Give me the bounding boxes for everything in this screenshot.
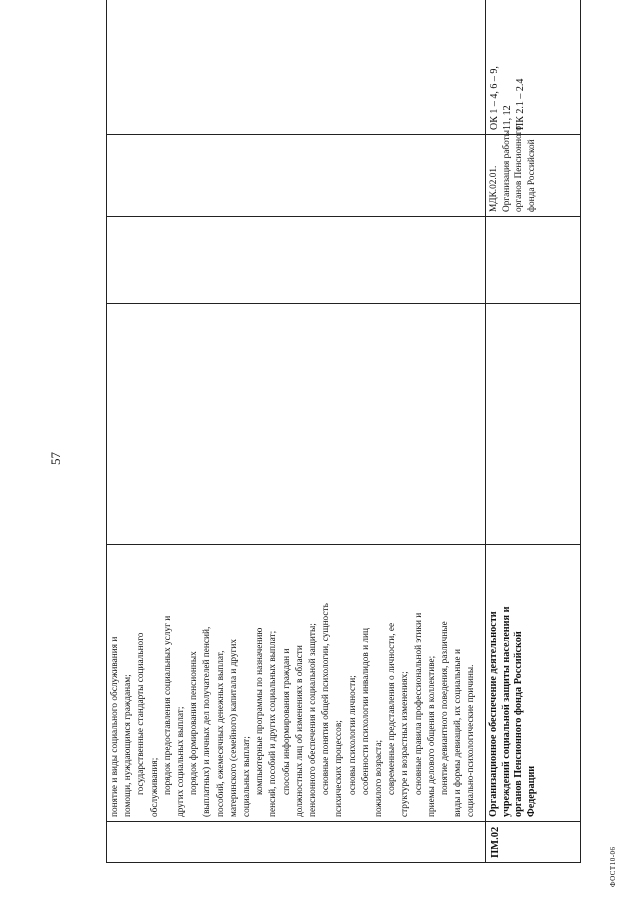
knowledge-line: особенности психологии инвалидов и лиц: [360, 627, 371, 795]
module-title-line: учреждений социальной защиты населения и: [500, 606, 512, 817]
cell-empty-code: [107, 822, 486, 863]
knowledge-line: должностных лиц об изменениях в области: [294, 645, 305, 817]
knowledge-line: компьютерные программы по назначению: [255, 627, 266, 795]
curriculum-table: [106, 0, 581, 863]
page-number: 57: [48, 452, 63, 465]
table-row-knowledge: [107, 0, 486, 863]
module-title: [486, 545, 581, 822]
footer-code: ФОСТ10-06: [609, 846, 617, 887]
knowledge-line: понятие и виды социального обслуживания и: [110, 636, 120, 817]
knowledge-line: понятие девиантного поведения, различные: [440, 621, 451, 795]
knowledge-line: обслуживания;: [149, 757, 160, 817]
cell-empty-module-4: [486, 217, 581, 304]
cell-empty-5: [107, 135, 486, 217]
mdk-cell: [486, 126, 581, 217]
knowledge-line: основы психологии личности;: [347, 675, 358, 795]
mdk-line: Организация работы: [501, 130, 512, 212]
knowledge-line: материнского (семейного) капитала и других: [228, 638, 239, 817]
knowledge-line: пособий, ежемесячных денежных выплат,: [215, 650, 226, 817]
competencies-line: ПК 2.1 – 2.4: [515, 78, 526, 130]
knowledge-line: помощи, нуждающимся гражданам;: [123, 674, 134, 817]
cell-empty-4: [107, 217, 486, 304]
knowledge-line: пожилого возраста;: [374, 739, 385, 817]
knowledge-line: основные понятия общей психологии, сущность: [321, 603, 332, 795]
cell-empty-6: [107, 0, 486, 135]
knowledge-line: психических процессов;: [334, 720, 345, 817]
mdk-line: органов Пенсионного: [514, 126, 524, 212]
knowledge-line: современные представления о личности, ее: [387, 622, 398, 795]
knowledge-line: государственные стандарты социального: [136, 632, 147, 795]
competencies-line: ОК 1 – 4, 6 – 9,: [489, 66, 500, 130]
cell-empty-3: [107, 304, 486, 545]
knowledge-line: социальных выплат;: [242, 736, 253, 817]
module-title-line: Федерации: [525, 765, 537, 817]
mdk-line: МДК.02.01.: [489, 165, 499, 212]
module-title-line: органов Пенсионного фонда Российской: [513, 631, 525, 817]
knowledge-line: порядок предоставления социальных услуг и: [162, 615, 173, 795]
knowledge-line: пенсионного обеспечения и социальной защиты;: [308, 623, 319, 817]
table-row-module: [486, 0, 581, 863]
knowledge-line: основные правила профессиональной этики и: [413, 612, 424, 795]
knowledge-line: (выплатных) и личных дел получателей пенсий,: [202, 626, 213, 817]
knowledge-list: [109, 549, 479, 817]
knowledge-line: других социальных выплат;: [176, 706, 187, 817]
knowledge-line: социально-психологические причины.: [466, 664, 477, 817]
knowledge-line: способы информирования граждан и: [281, 648, 292, 795]
knowledge-line: порядок формирования пенсионных: [189, 651, 200, 795]
cell-knowledge-list: [107, 545, 486, 822]
knowledge-line: приемы делового общения в коллективе;: [426, 655, 437, 817]
knowledge-line: структуре и возрастных изменениях;: [400, 671, 411, 817]
knowledge-line: виды и формы девиаций, их социальные и: [453, 649, 464, 817]
mdk-line: фонда Российской: [526, 139, 537, 212]
cell-empty-module-3: [486, 304, 581, 545]
module-code: ПМ.02: [486, 822, 581, 863]
competencies-cell: [486, 0, 581, 135]
competencies-line: 11, 12: [502, 105, 513, 130]
module-title-line: Организационное обеспечение деятельности: [488, 611, 499, 817]
knowledge-line: пенсий, пособий и других социальных выплат;: [268, 630, 279, 817]
